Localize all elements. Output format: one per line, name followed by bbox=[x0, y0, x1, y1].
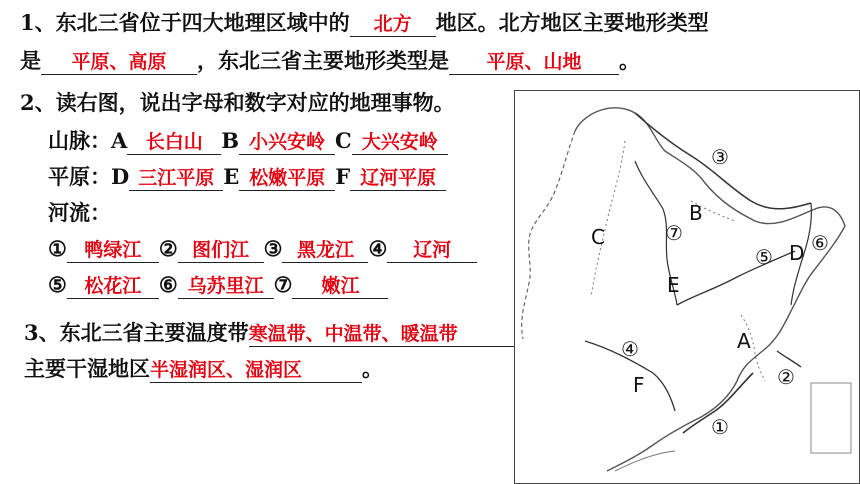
river-num-4: ④ bbox=[368, 236, 388, 261]
q2-mountains-row bbox=[48, 128, 448, 155]
map-label-4: ④ bbox=[621, 337, 639, 361]
map-label-f: F bbox=[633, 373, 645, 397]
q2-plains-row bbox=[48, 164, 446, 191]
q1-answer-north-terrain: 平原、高原 bbox=[41, 50, 197, 75]
range-da-xinganling bbox=[591, 141, 625, 297]
map-label-3: ③ bbox=[711, 145, 729, 169]
rivers-label: 河流： bbox=[48, 200, 111, 225]
q2-rivers-row-2 bbox=[48, 272, 388, 299]
q1-text-d: ，东北三省主要地形类型是 bbox=[197, 48, 449, 73]
q1-answer-region: 北方 bbox=[350, 12, 436, 37]
map-label-1: ① bbox=[711, 415, 729, 439]
q1-line-1 bbox=[20, 10, 709, 37]
map-label-a: A bbox=[737, 329, 751, 353]
map-label-c: C bbox=[591, 225, 605, 249]
plains-label: 平原：D bbox=[48, 164, 130, 189]
q3-answer-moisture: 半湿润区、湿润区 bbox=[150, 358, 362, 383]
map-label-7: ⑦ bbox=[665, 221, 683, 245]
q3-text-a: 3、东北三省主要温度带 bbox=[24, 320, 249, 345]
river-num-6: ⑥ bbox=[158, 272, 178, 297]
answer-river-3: 黑龙江 bbox=[282, 238, 368, 263]
map-bay bbox=[615, 451, 675, 471]
river-num-5: ⑤ bbox=[48, 272, 67, 297]
label-e: E bbox=[223, 164, 240, 189]
q1-text-e: 。 bbox=[619, 48, 640, 73]
q1-text-b: 地区。北方地区主要地形类型 bbox=[435, 10, 709, 35]
map-west-border bbox=[522, 131, 575, 339]
answer-river-7: 嫩江 bbox=[292, 274, 388, 299]
label-b: B bbox=[221, 128, 240, 153]
map-label-e: E bbox=[667, 273, 680, 297]
q2-rivers-label-row bbox=[48, 200, 111, 226]
answer-plain-d: 三江平原 bbox=[129, 166, 223, 191]
answer-river-6: 乌苏里江 bbox=[178, 274, 274, 299]
q3-answer-temperature: 寒温带、中温带、暖温带 bbox=[249, 322, 519, 347]
river-songhua bbox=[677, 251, 795, 305]
mountains-label: 山脉：A bbox=[48, 128, 128, 153]
map-label-6: ⑥ bbox=[811, 231, 829, 255]
river-num-7: ⑦ bbox=[273, 272, 293, 297]
q1-text-a: 1、东北三省位于四大地理区域中的 bbox=[20, 10, 350, 35]
label-c: C bbox=[335, 128, 352, 153]
river-num-3: ③ bbox=[263, 236, 283, 261]
river-num-1: ① bbox=[48, 236, 67, 261]
map-drawing bbox=[515, 91, 860, 484]
q2-rivers-row-1 bbox=[48, 236, 477, 263]
q1-line-2 bbox=[20, 48, 640, 75]
q3-text-b: 主要干湿地区 bbox=[24, 356, 150, 381]
answer-river-4: 辽河 bbox=[387, 238, 477, 263]
answer-river-5: 松花江 bbox=[67, 274, 159, 299]
q3-text-c: 。 bbox=[362, 356, 383, 381]
map-label-2: ② bbox=[777, 365, 795, 389]
label-f: F bbox=[335, 164, 351, 189]
answer-mountain-c: 大兴安岭 bbox=[352, 130, 448, 155]
q3-line-2 bbox=[24, 356, 383, 383]
q2-heading-text: 2、读右图，说出字母和数字对应的地理事物。 bbox=[20, 90, 455, 115]
answer-river-1: 鸭绿江 bbox=[67, 238, 159, 263]
answer-plain-e: 松嫩平原 bbox=[239, 166, 335, 191]
map-inset bbox=[811, 383, 851, 453]
answer-mountain-b: 小兴安岭 bbox=[239, 130, 335, 155]
q3-line-1 bbox=[24, 320, 519, 347]
q2-heading bbox=[20, 90, 455, 116]
answer-mountain-a: 长白山 bbox=[127, 130, 221, 155]
map-label-d: D bbox=[789, 241, 805, 265]
answer-river-2: 图们江 bbox=[178, 238, 264, 263]
river-num-2: ② bbox=[158, 236, 178, 261]
q1-text-c: 是 bbox=[20, 48, 41, 73]
map-label-b: B bbox=[689, 201, 703, 225]
northeast-china-map bbox=[514, 90, 860, 484]
q1-answer-northeast-terrain: 平原、山地 bbox=[449, 50, 619, 75]
answer-plain-f: 辽河平原 bbox=[350, 166, 446, 191]
map-label-5: ⑤ bbox=[755, 245, 773, 269]
